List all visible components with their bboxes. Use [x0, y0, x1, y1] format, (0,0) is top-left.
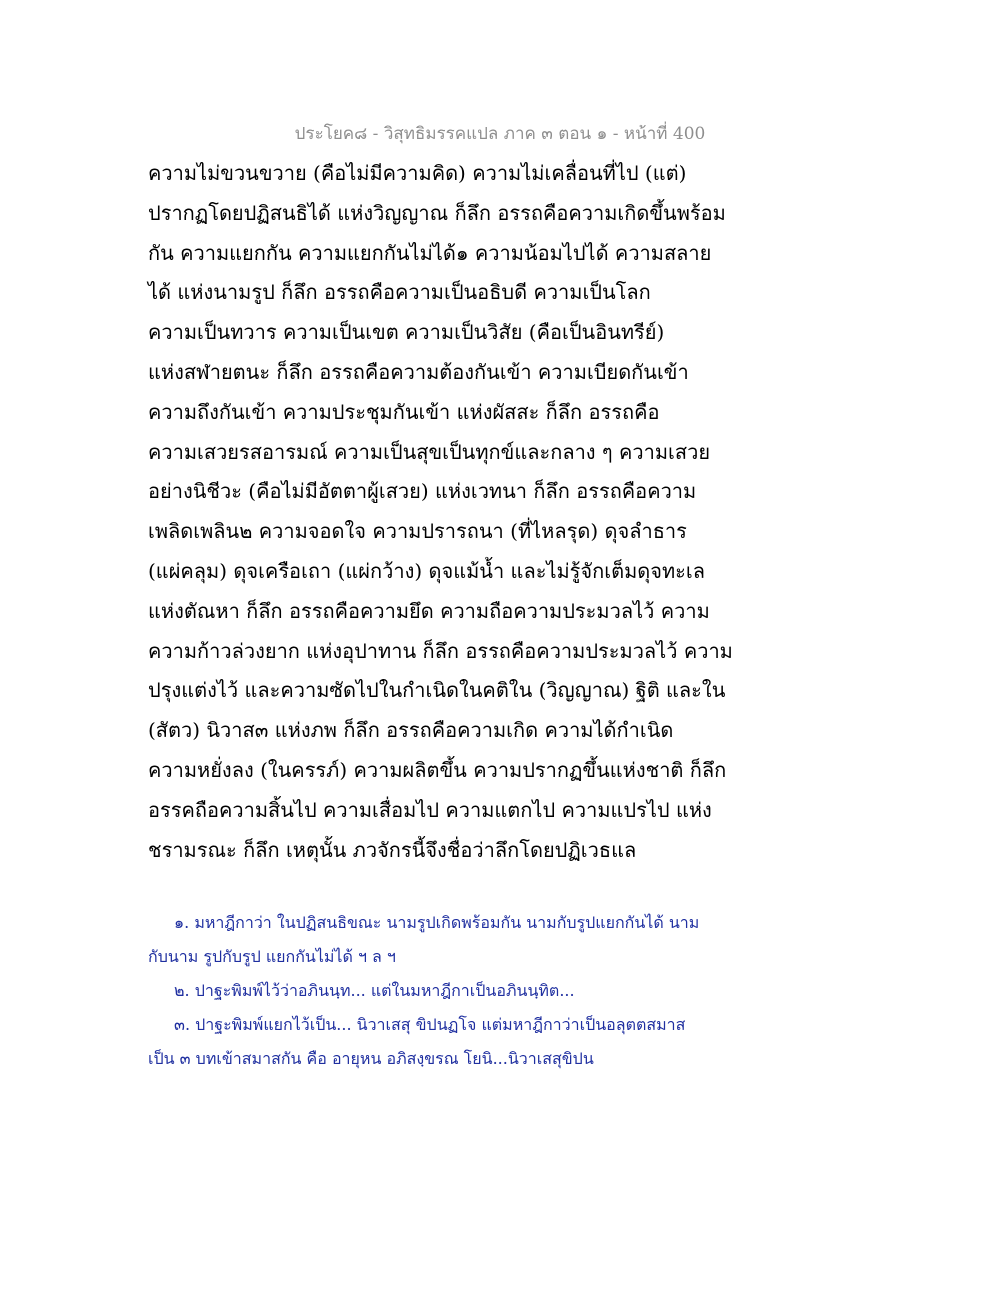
footnote-line: ๑. มหาฎีกาว่า ในปฏิสนธิขณะ นามรูปเกิดพร้อมกัน นามกับรูปแยกกันได้ นาม: [174, 913, 700, 932]
body-line: ชรามรณะ ก็ลึก เหตุนั้น ภวจักรนี้จึงชื่อว่าลึกโดยปฏิเวธแล: [148, 837, 637, 862]
body-line: ความเสวยรสอารมณ์ ความเป็นสุขเป็นทุกข์และกลาง ๆ ความเสวย: [148, 439, 711, 464]
footnote-line: ๒. ปาฐะพิมพ์ไว้ว่าอภินนฺท... แต่ในมหาฎีกาเป็นอภินนฺทิต...: [174, 981, 575, 1000]
page-header: ประโยค๘ - วิสุทธิมรรคแปล ภาค ๓ ตอน ๑ - หน้าที่ 400: [294, 124, 706, 144]
body-line: ได้ แห่งนามรูป ก็ลึก อรรถคือความเป็นอธิบดี ความเป็นโลก: [148, 280, 651, 305]
body-line: แห่งสฬายตนะ ก็ลึก อรรถคือความต้องกันเข้า ความเบียดกันเข้า: [148, 359, 689, 384]
body-line: ความไม่ขวนขวาย (คือไม่มีความคิด) ความไม่เคลื่อนที่ไป (แต่): [148, 161, 687, 185]
footnote-line: ๓. ปาฐะพิมพ์แยกไว้เป็น... นิวาเสสุ ขิปนฏโจ แต่มหาฎีกาว่าเป็นอลุตตสมาส: [174, 1015, 686, 1034]
body-text: [148, 154, 788, 870]
body-line: อย่างนิชีวะ (คือไม่มีอัตตาผู้เสวย) แห่งเวทนา ก็ลึก อรรถคือความ: [148, 479, 697, 504]
body-line: (สัตว) นิวาส๓ แห่งภพ ก็ลึก อรรถคือความเกิด ความได้กำเนิด: [148, 718, 674, 743]
body-line: ปรากฏโดยปฏิสนธิได้ แห่งวิญญาณ ก็ลึก อรรถคือความเกิดขึ้นพร้อม: [148, 200, 726, 225]
body-line: กัน ความแยกกัน ความแยกกันไม่ได้๑ ความน้อมไปได้ ความสลาย: [148, 240, 712, 265]
footnote-line: เป็น ๓ บทเข้าสมาสกัน คือ อายุหน อภิสงฺขรณ โยนิ...นิวาเสสุขิปน: [148, 1049, 594, 1068]
body-line: ความก้าวล่วงยาก แห่งอุปาทาน ก็ลึก อรรถคือความประมวลไว้ ความ: [148, 638, 733, 663]
body-line: ความถึงกันเข้า ความประชุมกันเข้า แห่งผัสสะ ก็ลึก อรรถคือ: [148, 399, 660, 424]
body-line: ความหยั่งลง (ในครรภ์) ความผลิตขึ้น ความปรากฏขึ้นแห่งชาติ ก็ลึก: [148, 757, 727, 782]
body-line: (แผ่คลุม) ดุจเครือเถา (แผ่กว้าง) ดุจแม้น้ำ และไม่รู้จักเต็มดุจทะเล: [148, 558, 705, 583]
body-line: แห่งตัณหา ก็ลึก อรรถคือความยึด ความถือความประมวลไว้ ความ: [148, 598, 710, 623]
body-line: ปรุงแต่งไว้ และความซัดไปในกำเนิดในคติใน (วิญญาณ) ฐิติ และใน: [148, 678, 726, 703]
body-line: อรรคถือความสิ้นไป ความเสื่อมไป ความแตกไป ความแปรไป แห่ง: [148, 797, 712, 822]
body-line: ความเป็นทวาร ความเป็นเขต ความเป็นวิสัย (คือเป็นอินทรีย์): [148, 320, 665, 345]
body-line: เพลิดเพลิน๒ ความจอดใจ ความปรารถนา (ที่ไหลรุด) ดุจลำธาร: [148, 519, 687, 544]
footnote-line: กับนาม รูปกับรูป แยกกันไม่ได้ ฯ ล ฯ: [148, 947, 396, 966]
footnotes: [148, 906, 788, 1076]
